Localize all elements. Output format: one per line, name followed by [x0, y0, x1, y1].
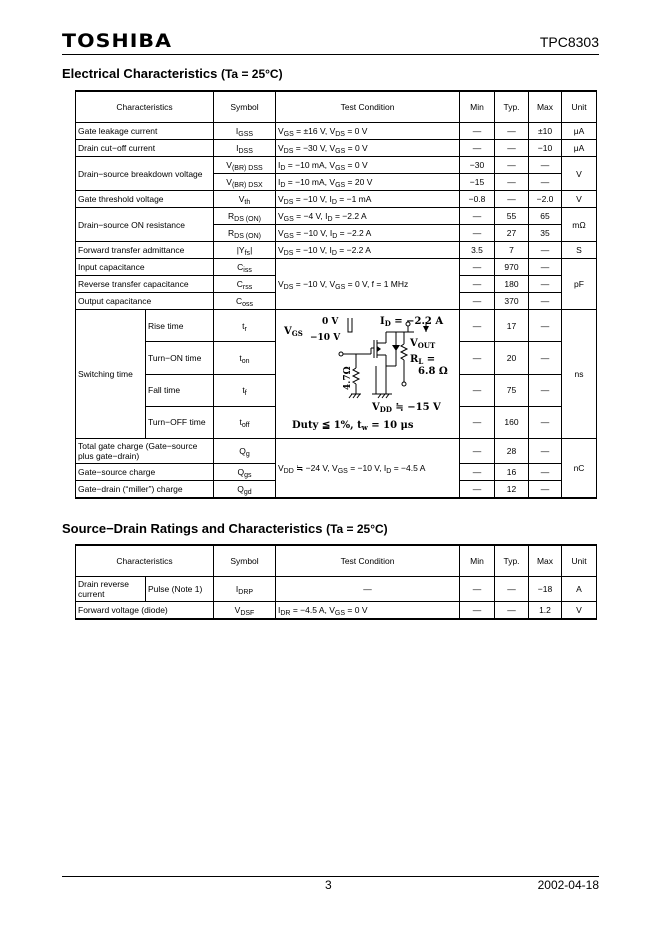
table-header-row: Characteristics Symbol Test Condition Min Typ. Max Unit	[76, 545, 597, 577]
part-number: TPC8303	[539, 34, 599, 50]
footer-divider	[62, 876, 599, 877]
table-row: Forward voltage (diode) $V_{DSF}$ $I_{DR} = -4.5$ A, $V_{GS} = 0$ V — — 1.2 V	[76, 602, 597, 620]
svg-text:VGS: $V_{GS}$	[284, 326, 303, 338]
col-unit: Unit	[562, 91, 597, 123]
col-characteristics: Characteristics	[76, 91, 214, 123]
svg-text:4.7Ω: 4.7Ω	[343, 366, 353, 390]
svg-text:6.8 Ω: 6.8 Ω	[418, 366, 448, 377]
page-header	[62, 30, 599, 55]
table-row: Drain−source breakdown voltage $V_{(BR) DSS}$ $I_D = -10$ mA, $V_{GS} = 0$ V −30 — — V	[76, 157, 597, 174]
table-row: Output capacitance $C_{oss}$ — 370 —	[76, 293, 597, 310]
switching-test-circuit	[276, 310, 460, 439]
table-row: Fall time $t_f$ — 75 —	[76, 374, 597, 406]
toshiba-logo: TOSHIBA	[62, 30, 173, 52]
table-row: Reverse transfer capacitance $C_{rss}$ — 180 —	[76, 276, 597, 293]
svg-text:VDD ≒ −15 V: $V_{DD}$ ≒ −15 V	[372, 402, 441, 414]
col-min: Min	[460, 91, 495, 123]
table-row: Turn−ON time $t_{on}$ — 20 —	[76, 342, 597, 374]
table-row: Switching time Rise time $t_r$ $V_{GS}$ 0 V −10 V $I_D = -2.2$ A $V_{OUT}$ $R_L$ = 6.8 Ω 4.7Ω $V_{DD}$ ≒ −15 V Duty ≦ 1%, $t_w = 10$ μs — 17 — ns	[76, 310, 597, 342]
col-typ: Typ.	[495, 91, 529, 123]
table-row: Gate threshold voltage $V_{th}$ $V_{DS} = -10$ V, $I_D = -1$ mA −0.8 — −2.0 V	[76, 191, 597, 208]
page-number: 3	[325, 878, 332, 892]
col-test-condition: Test Condition	[276, 91, 460, 123]
table-row: Gate−drain (“miller”) charge $Q_{gd}$ — 12 —	[76, 481, 597, 499]
svg-text:−10 V: −10 V	[310, 333, 341, 343]
svg-text:VOUT: $V_{OUT}$	[410, 338, 436, 350]
table-row: Gate leakage current $I_{GSS}$ $V_{GS} = \pm 16$ V, $V_{DS} = 0$ V — — ±10 μA	[76, 123, 597, 140]
col-symbol: Symbol	[214, 91, 276, 123]
table-header-row	[76, 91, 597, 123]
table-row: Turn−OFF time $t_{off}$ — 160 —	[76, 406, 597, 438]
col-max: Max	[529, 91, 562, 123]
table-row: Gate−source charge $Q_{gs}$ — 16 —	[76, 464, 597, 481]
svg-text:Duty ≦ 1%, tw = 10 μs: Duty ≦ 1%, $t_w = 10$ μs	[292, 420, 414, 432]
svg-text:RL =: $R_L$ =	[410, 354, 436, 366]
document-date: 2002-04-18	[537, 878, 599, 892]
table-row: Total gate charge (Gate−source plus gate−drain) $Q_g$ $V_{DD}$ ≒ −24 V, $V_{GS} = -10$ V, $I_D = -4.5$ A — 28 — nC	[76, 439, 597, 464]
table-row: Drain reverse current Pulse (Note 1) $I_{DRP}$ — — — −18 A	[76, 577, 597, 602]
table-row: Drain−source ON resistance $R_{DS (ON)}$ $V_{GS} = -4$ V, $I_D = -2.2$ A — 55 65 mΩ	[76, 208, 597, 225]
source-drain-table	[75, 544, 597, 620]
table-row: Drain cut−off current $I_{DSS}$ $V_{DS} = -30$ V, $V_{GS} = 0$ V — — −10 μA	[76, 140, 597, 157]
table-row: Input capacitance $C_{iss}$ $V_{DS} = -10$ V, $V_{GS} = 0$ V, f = 1 MHz — 970 — pF	[76, 259, 597, 276]
svg-text:0 V: 0 V	[322, 317, 339, 327]
section-title-electrical: Electrical Characteristics (Ta = 25°C)	[62, 66, 283, 81]
section-title-source-drain: Source−Drain Ratings and Characteristics (Ta = 25°C)	[62, 521, 388, 536]
electrical-characteristics-table	[75, 90, 597, 499]
table-row: $V_{(BR) DSX}$ $I_D = -10$ mA, $V_{GS} = 20$ V −15 — —	[76, 174, 597, 191]
switching-circuit-diagram	[276, 310, 460, 438]
table-row: $R_{DS (ON)}$ $V_{GS} = -10$ V, $I_D = -2.2$ A — 27 35	[76, 225, 597, 242]
svg-text:ID = −2.2 A: $I_D = -2.2$ A	[380, 316, 444, 328]
table-row: Forward transfer admittance $|Y_{fs}|$ $V_{DS} = -10$ V, $I_D = -2.2$ A 3.5 7 — S	[76, 242, 597, 259]
